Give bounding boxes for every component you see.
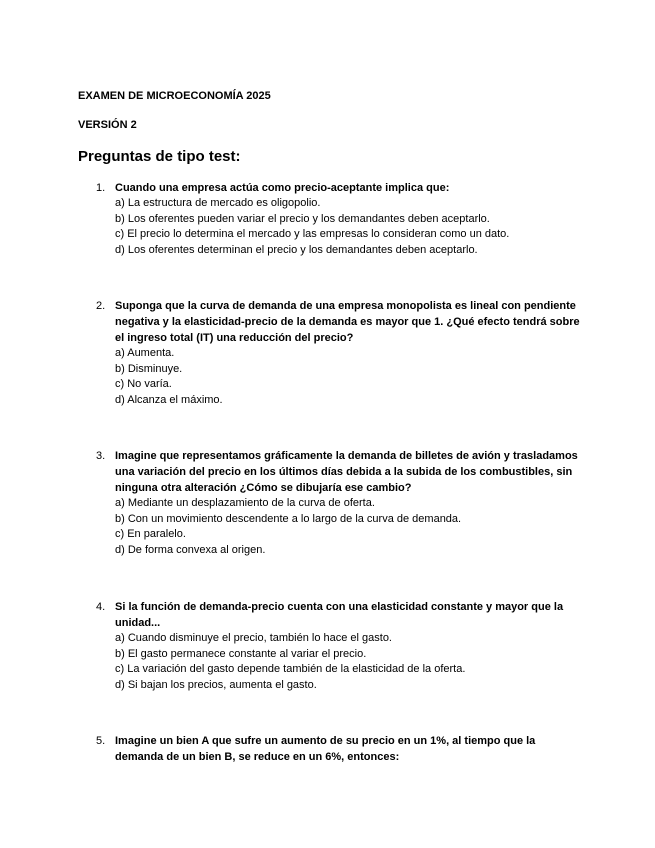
question-number: 4. bbox=[96, 601, 106, 613]
answer-option-b: b) Disminuye. bbox=[115, 362, 183, 375]
answer-option-b: b) Con un movimiento descendente a lo largo de la curva de demanda. bbox=[115, 512, 462, 525]
exam-version: VERSIÓN 2 bbox=[78, 119, 137, 131]
answer-options bbox=[115, 631, 586, 693]
answer-option-c: c) La variación del gasto depende también de la elasticidad de la oferta. bbox=[115, 663, 466, 675]
question-text: Cuando una empresa actúa como precio-aceptante implica que: bbox=[115, 182, 450, 194]
answer-option-d: d) Alcanza el máximo. bbox=[115, 393, 223, 406]
answer-option-b: b) Los oferentes pueden variar el precio y los demandantes deben aceptarlo. bbox=[115, 212, 490, 225]
section-title: Preguntas de tipo test: bbox=[78, 148, 241, 165]
answer-option-c: c) En paralelo. bbox=[115, 528, 186, 540]
question-2 bbox=[96, 298, 586, 408]
question-text: Si la función de demanda-precio cuenta con una elasticidad constante y mayor que la unidad... bbox=[115, 601, 564, 629]
answer-option-d: d) Si bajan los precios, aumenta el gasto. bbox=[115, 678, 317, 691]
question-number: 1. bbox=[96, 182, 106, 194]
question-1 bbox=[96, 180, 586, 258]
answer-option-d: d) Los oferentes determinan el precio y los demandantes deben aceptarlo. bbox=[115, 243, 478, 256]
answer-options bbox=[115, 196, 586, 258]
question-number: 3. bbox=[96, 450, 106, 462]
question-5 bbox=[96, 733, 586, 765]
answer-option-a: a) Mediante un desplazamiento de la curva de oferta. bbox=[115, 497, 375, 509]
question-number: 5. bbox=[96, 735, 106, 747]
answer-option-a: a) La estructura de mercado es oligopolio. bbox=[115, 197, 321, 209]
answer-option-a: a) Aumenta. bbox=[115, 347, 175, 359]
answer-options bbox=[115, 496, 586, 558]
question-number: 2. bbox=[96, 300, 106, 312]
question-4 bbox=[96, 599, 586, 693]
answer-option-d: d) De forma convexa al origen. bbox=[115, 543, 266, 556]
answer-options bbox=[115, 346, 586, 408]
answer-option-a: a) Cuando disminuye el precio, también lo hace el gasto. bbox=[115, 632, 392, 644]
question-3 bbox=[96, 448, 586, 558]
answer-option-c: c) No varía. bbox=[115, 378, 172, 390]
question-text: Imagine un bien A que sufre un aumento de su precio en un 1%, al tiempo que la demanda de un bien B, se reduce en un 6%, entonces: bbox=[115, 735, 536, 763]
question-text: Suponga que la curva de demanda de una empresa monopolista es lineal con pendiente negativa y la elasticidad-precio de la demanda es mayor que 1. ¿Qué efecto tendrá sobre el ingreso total (IT) una reducción del precio? bbox=[115, 300, 580, 344]
answer-option-c: c) El precio lo determina el mercado y las empresas lo consideran como un dato. bbox=[115, 228, 510, 240]
answer-option-b: b) El gasto permanece constante al variar el precio. bbox=[115, 647, 367, 660]
question-text: Imagine que representamos gráficamente la demanda de billetes de avión y trasladamos una variación del precio en los últimos días debida a la subida de los combustibles, sin ninguna otra alteración ¿Cómo se dibujaría ese cambio? bbox=[115, 450, 578, 494]
exam-title: EXAMEN DE MICROECONOMÍA 2025 bbox=[78, 90, 271, 102]
